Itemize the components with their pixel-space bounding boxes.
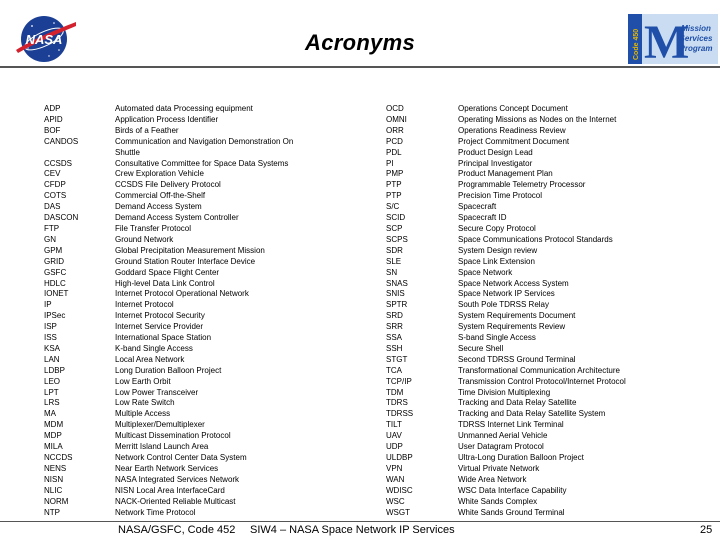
acronym-term: GRID [44, 256, 64, 266]
acronym-row [386, 180, 626, 191]
acronym-row [386, 508, 626, 519]
acronym-definition: Unmanned Aerial Vehicle [458, 431, 548, 441]
acronym-term: SNIS [386, 289, 405, 299]
acronym-term: TDRSS [386, 409, 414, 419]
acronym-definition: Tracking and Data Relay Satellite System [458, 409, 606, 419]
acronym-term: NCCDS [44, 453, 73, 462]
acronym-row [386, 115, 626, 126]
acronym-row [44, 420, 293, 431]
acronym-definition: Virtual Private Network [458, 463, 540, 473]
acronym-row [44, 126, 293, 137]
acronym-definition: Multiplexer/Demultiplexer [115, 420, 205, 430]
acronym-definition: Internet Protocol [115, 300, 174, 310]
acronym-term [44, 148, 115, 159]
acronym-term: SPTR [386, 300, 408, 310]
acronym-definition: Birds of a Feather [115, 125, 179, 135]
acronym-term: WAN [386, 474, 405, 484]
acronym-row [44, 235, 293, 246]
acronym-row [386, 213, 626, 224]
acronym-term: SN [386, 267, 398, 277]
acronym-definition: Low Rate Switch [115, 398, 175, 408]
acronym-term: DAS [44, 202, 61, 212]
acronym-term: LRS [44, 398, 60, 408]
acronym-row [44, 257, 293, 268]
acronym-term: SDR [386, 245, 403, 255]
acronym-definition: Space Link Extension [458, 256, 535, 266]
acronym-row [386, 257, 626, 268]
acronym-definition: Internet Protocol Security [115, 311, 205, 321]
acronym-row [386, 355, 626, 366]
footer-presentation-title: SIW4 – NASA Space Network IP Services [250, 524, 455, 536]
acronym-row [386, 126, 626, 137]
acronym-definition: S-band Single Access [458, 333, 536, 343]
msp-text-line-3: Program [679, 44, 713, 53]
acronym-definition: Low Power Transceiver [115, 387, 199, 397]
page-title: Acronyms [305, 30, 415, 55]
title-divider [0, 66, 720, 68]
acronym-definition: Communication and Navigation Demonstration On [115, 136, 294, 146]
acronym-definition: Space Network [458, 267, 513, 277]
acronym-definition: International Space Station [115, 333, 212, 343]
acronym-term: BOF [44, 125, 61, 135]
acronym-definition: Consultative Committee for Space Data Systems [115, 158, 289, 168]
acronym-row [386, 333, 626, 344]
acronym-term: SNAS [386, 278, 408, 288]
acronym-term: ULDBP [386, 453, 413, 462]
acronym-row [386, 366, 626, 377]
acronym-definition: Principal Investigator [458, 158, 533, 168]
acronym-row [386, 398, 626, 409]
acronym-definition: White Sands Complex [458, 496, 538, 506]
acronym-row [44, 497, 293, 508]
acronym-definition: Multicast Dissemination Protocol [115, 431, 231, 441]
acronym-term: TDRS [386, 398, 408, 408]
acronym-definition: Ground Network [115, 234, 174, 244]
msp-code-text: Code 450 [633, 28, 640, 60]
acronym-definition: System Design review [458, 245, 538, 255]
acronym-row [44, 409, 293, 420]
acronym-term: NORM [44, 496, 69, 506]
acronym-row [44, 475, 293, 486]
acronym-definition: Crew Exploration Vehicle [115, 169, 204, 179]
acronym-row [44, 311, 293, 322]
msp-text-line-2: Services [679, 34, 713, 43]
acronym-term: SRD [386, 311, 403, 321]
acronym-row [386, 344, 626, 355]
acronym-term: SSH [386, 343, 403, 353]
acronym-row [44, 486, 293, 497]
acronym-term: WSGT [386, 507, 410, 517]
acronym-definition: Long Duration Balloon Project [115, 365, 222, 375]
acronym-definition: Product Management Plan [458, 169, 553, 179]
acronym-row [386, 300, 626, 311]
acronym-term: LEO [44, 376, 61, 386]
acronym-definition: Time Division Multiplexing [458, 387, 551, 397]
acronym-term: COTS [44, 191, 67, 201]
acronym-definition: Local Area Network [115, 354, 185, 364]
acronym-definition: Goddard Space Flight Center [115, 267, 220, 277]
acronym-row [386, 169, 626, 180]
footer-divider [0, 521, 720, 522]
acronym-term: CCSDS [44, 158, 73, 168]
acronym-row [386, 224, 626, 235]
msp-text-line-1: Mission [681, 24, 711, 33]
acronym-definition: White Sands Ground Terminal [458, 507, 565, 517]
acronym-definition: Product Design Lead [458, 147, 533, 157]
acronym-row [44, 508, 293, 519]
acronym-row [386, 289, 626, 300]
acronym-definition: Space Network IP Services [458, 289, 555, 299]
acronym-definition: Demand Access System [115, 202, 202, 212]
acronym-row [386, 431, 626, 442]
acronym-definition: Ultra-Long Duration Balloon Project [458, 453, 584, 462]
acronym-row [386, 104, 626, 115]
acronym-term: MDM [44, 420, 64, 430]
acronym-term: KSA [44, 343, 61, 353]
acronym-row [44, 300, 293, 311]
footer-organization: NASA/GSFC, Code 452 [118, 524, 236, 536]
acronym-term: SSA [386, 333, 403, 343]
acronym-row [44, 398, 293, 409]
acronym-row [386, 442, 626, 453]
acronym-definition: Commercial Off-the-Shelf [115, 191, 206, 201]
acronym-definition: Space Communications Protocol Standards [458, 234, 613, 244]
acronym-definition: Shuttle [115, 147, 140, 157]
acronym-row [386, 464, 626, 475]
acronym-definition: Project Commitment Document [458, 136, 570, 146]
acronym-term: WSC [386, 496, 405, 506]
acronym-row [44, 431, 293, 442]
acronym-row [386, 311, 626, 322]
acronym-definition: NASA Integrated Services Network [115, 474, 240, 484]
acronym-definition: Ground Station Router Interface Device [115, 256, 256, 266]
acronym-term: SCPS [386, 234, 408, 244]
acronym-term: ISS [44, 333, 57, 343]
acronym-definition: Near Earth Network Services [115, 463, 219, 473]
acronym-definition: Wide Area Network [458, 474, 527, 484]
page-number: 25 [700, 524, 713, 536]
acronym-definition: Application Process Identifier [115, 114, 219, 124]
acronym-row [386, 377, 626, 388]
acronym-definition: System Requirements Document [458, 311, 576, 321]
acronym-term: LAN [44, 354, 60, 364]
acronym-term: HDLC [44, 278, 66, 288]
acronym-term: NLIC [44, 485, 63, 495]
acronym-term: MA [44, 409, 56, 419]
acronym-definition: Secure Shell [458, 343, 504, 353]
acronym-row [44, 224, 293, 235]
acronym-row [44, 213, 293, 224]
acronym-term: STGT [386, 354, 408, 364]
acronym-row [44, 180, 293, 191]
acronym-term: CEV [44, 169, 61, 179]
acronym-definition: Network Control Center Data System [115, 453, 247, 462]
acronym-row [386, 159, 626, 170]
acronym-row [44, 442, 293, 453]
acronym-row [44, 464, 293, 475]
acronym-row [44, 191, 293, 202]
acronym-row [386, 202, 626, 213]
acronym-definition: Space Network Access System [458, 278, 569, 288]
acronym-term: SCID [386, 213, 406, 223]
acronym-term: IP [44, 300, 52, 310]
acronym-term: FTP [44, 223, 60, 233]
acronym-term: UAV [386, 431, 402, 441]
acronym-row [44, 279, 293, 290]
acronym-term: GN [44, 234, 56, 244]
acronym-row [44, 169, 293, 180]
acronym-definition: Secure Copy Protocol [458, 223, 536, 233]
acronym-term: GPM [44, 245, 63, 255]
acronym-term: TILT [386, 420, 402, 430]
acronym-term: ORR [386, 125, 404, 135]
acronym-row [44, 344, 293, 355]
acronym-row [44, 355, 293, 366]
acronym-row [44, 137, 293, 148]
acronym-list-right [386, 104, 626, 518]
acronym-row [44, 366, 293, 377]
acronym-definition: Low Earth Orbit [115, 376, 171, 386]
acronym-row [386, 409, 626, 420]
acronym-definition: Internet Service Provider [115, 322, 204, 332]
acronym-term: SCP [386, 223, 403, 233]
acronym-row [386, 246, 626, 257]
acronym-term: MDP [44, 431, 62, 441]
acronym-row [44, 104, 293, 115]
acronym-row [44, 453, 293, 464]
acronym-definition: WSC Data Interface Capability [458, 485, 567, 495]
acronym-definition: TDRSS Internet Link Terminal [458, 420, 564, 430]
acronym-row [44, 377, 293, 388]
acronym-term: ISP [44, 322, 57, 332]
msp-letter: M [644, 16, 690, 64]
acronym-definition: Operations Concept Document [458, 104, 568, 113]
nasa-logo-text: NASA [25, 32, 63, 47]
acronym-row [44, 159, 293, 170]
acronym-term: PCD [386, 136, 403, 146]
acronym-definition: Precision Time Protocol [458, 191, 543, 201]
acronym-row [386, 268, 626, 279]
acronym-definition: K-band Single Access [115, 343, 193, 353]
acronym-term: DASCON [44, 213, 79, 223]
acronym-definition: CCSDS File Delivery Protocol [115, 180, 221, 190]
acronym-row [44, 289, 293, 300]
acronym-row [386, 279, 626, 290]
acronym-definition: Spacecraft ID [458, 213, 507, 223]
acronym-row [386, 453, 626, 464]
acronym-definition: Transmission Control Protocol/Internet Protocol [458, 376, 626, 386]
acronym-term: CANDOS [44, 136, 79, 146]
acronym-term: IONET [44, 289, 69, 299]
acronym-term: PTP [386, 191, 402, 201]
acronym-term: OCD [386, 104, 404, 113]
acronym-definition: Transformational Communication Architecture [458, 365, 620, 375]
acronym-term: GSFC [44, 267, 67, 277]
mission-services-program-logo [628, 14, 718, 64]
acronym-term: WDISC [386, 485, 413, 495]
acronym-term: NISN [44, 474, 64, 484]
acronym-row [386, 322, 626, 333]
acronym-term: IPSec [44, 311, 66, 321]
acronym-row [44, 333, 293, 344]
acronym-term: SRR [386, 322, 403, 332]
acronym-term: PDL [386, 147, 402, 157]
acronym-definition: User Datagram Protocol [458, 442, 544, 452]
acronym-definition: Spacecraft [458, 202, 497, 212]
acronym-list-left [44, 104, 293, 518]
acronym-definition: Merritt Island Launch Area [115, 442, 209, 452]
acronym-definition: Multiple Access [115, 409, 171, 419]
acronym-definition: Demand Access System Controller [115, 213, 239, 223]
acronym-row [386, 388, 626, 399]
acronym-definition: South Pole TDRSS Relay [458, 300, 550, 310]
acronym-definition: Programmable Telemetry Processor [458, 180, 586, 190]
acronym-term: MILA [44, 442, 63, 452]
acronym-row [44, 202, 293, 213]
acronym-term: APID [44, 114, 63, 124]
acronym-term: LDBP [44, 365, 65, 375]
acronym-row [44, 322, 293, 333]
acronym-term: NTP [44, 507, 60, 517]
acronym-term: TCP/IP [386, 376, 412, 386]
acronym-term: UDP [386, 442, 403, 452]
acronym-definition: NACK-Oriented Reliable Multicast [115, 496, 236, 506]
acronym-term: TDM [386, 387, 404, 397]
acronym-term: S/C [386, 202, 400, 212]
acronym-row [44, 148, 293, 159]
acronym-term: ADP [44, 104, 61, 113]
acronym-term: SLE [386, 256, 402, 266]
acronym-row [44, 388, 293, 399]
acronym-term: OMNI [386, 114, 407, 124]
acronym-definition: Operating Missions as Nodes on the Internet [458, 114, 617, 124]
acronym-term: PI [386, 158, 394, 168]
acronym-definition: Global Precipitation Measurement Mission [115, 245, 265, 255]
acronym-term: LPT [44, 387, 59, 397]
acronym-row [44, 115, 293, 126]
acronym-row [386, 497, 626, 508]
acronym-row [386, 137, 626, 148]
acronym-term: PMP [386, 169, 404, 179]
acronym-term: NENS [44, 463, 67, 473]
acronym-definition: Second TDRSS Ground Terminal [458, 354, 576, 364]
acronym-definition: Operations Readiness Review [458, 125, 566, 135]
acronym-definition: Network Time Protocol [115, 507, 196, 517]
acronym-row [386, 475, 626, 486]
acronym-row [386, 420, 626, 431]
acronym-term: CFDP [44, 180, 66, 190]
acronym-row [44, 246, 293, 257]
acronym-definition: System Requirements Review [458, 322, 566, 332]
acronym-definition: High-level Data Link Control [115, 278, 215, 288]
acronym-definition: Tracking and Data Relay Satellite [458, 398, 577, 408]
acronym-definition: NISN Local Area InterfaceCard [115, 485, 225, 495]
acronym-term: TCA [386, 365, 402, 375]
acronym-row [44, 268, 293, 279]
acronym-term: PTP [386, 180, 402, 190]
acronym-row [386, 148, 626, 159]
acronym-row [386, 191, 626, 202]
acronym-definition: File Transfer Protocol [115, 223, 192, 233]
acronym-definition: Automated data Processing equipment [115, 104, 253, 113]
acronym-definition: Internet Protocol Operational Network [115, 289, 249, 299]
acronym-row [386, 235, 626, 246]
acronym-term: VPN [386, 463, 403, 473]
acronym-row [386, 486, 626, 497]
